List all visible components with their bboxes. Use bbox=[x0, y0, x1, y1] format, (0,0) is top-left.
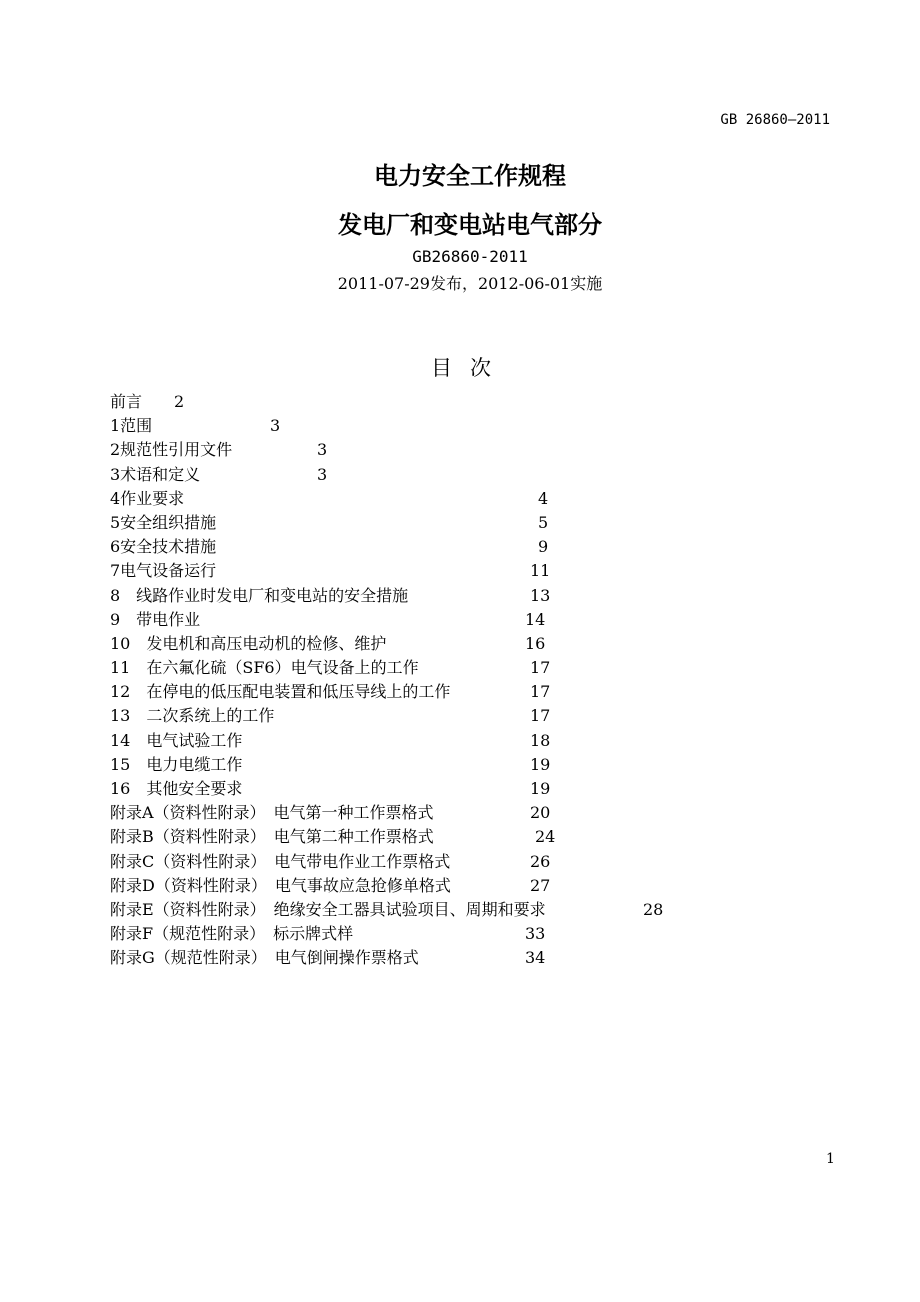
toc-entry-page: 3 bbox=[270, 416, 281, 436]
toc-entry-label: 10 发电机和高压电动机的检修、维护 bbox=[110, 633, 387, 653]
toc-entry-label: 15 电力电缆工作 bbox=[110, 754, 243, 774]
toc-entry-label: 13 二次系统上的工作 bbox=[110, 706, 275, 726]
publish-dates: 2011-07-29发布，2012-06-01实施 bbox=[337, 274, 603, 293]
toc-entry-label: 附录B（资料性附录） 电气第二种工作票格式 bbox=[110, 827, 434, 847]
toc-entry[interactable] bbox=[110, 850, 670, 874]
toc-entry-page: 9 bbox=[538, 537, 549, 557]
toc-entry[interactable] bbox=[110, 463, 670, 487]
toc-entry-page: 24 bbox=[535, 827, 556, 847]
toc-entry[interactable] bbox=[110, 946, 670, 970]
toc-entry-label: 附录F（规范性附录） 标示牌式样 bbox=[110, 924, 354, 944]
toc-entry-page: 18 bbox=[530, 730, 551, 750]
toc-entry[interactable] bbox=[110, 680, 670, 704]
toc-entry-page: 11 bbox=[530, 561, 551, 581]
toc-entry[interactable] bbox=[110, 390, 670, 414]
toc-entry[interactable] bbox=[110, 874, 670, 898]
toc-entry-page: 34 bbox=[525, 948, 546, 968]
toc-entry-label: 6安全技术措施 bbox=[110, 537, 217, 557]
toc-entry-label: 14 电气试验工作 bbox=[110, 730, 243, 750]
toc-entry-label: 附录E（资料性附录） 绝缘安全工器具试验项目、周期和要求 bbox=[110, 899, 546, 919]
toc-entry-label: 前言 bbox=[110, 392, 143, 411]
toc-entry-page: 19 bbox=[530, 779, 551, 798]
toc-entry[interactable] bbox=[110, 535, 670, 559]
toc-entry-page: 3 bbox=[317, 440, 328, 460]
toc-entry-label: 8 线路作业时发电厂和变电站的安全措施 bbox=[110, 585, 409, 605]
toc-entry[interactable] bbox=[110, 608, 670, 632]
toc-entry[interactable] bbox=[110, 487, 670, 511]
toc-entry-label: 12 在停电的低压配电装置和低压导线上的工作 bbox=[110, 682, 451, 702]
toc-entry-label: 附录D（资料性附录） 电气事故应急抢修单格式 bbox=[110, 875, 451, 895]
toc-entry-label: 16 其他安全要求 bbox=[110, 779, 243, 798]
toc-entry-page: 17 bbox=[530, 658, 551, 678]
toc-entry[interactable] bbox=[110, 632, 670, 656]
toc-entry[interactable] bbox=[110, 898, 670, 922]
toc-entry-page: 2 bbox=[174, 392, 185, 411]
toc-entry-page: 19 bbox=[530, 754, 551, 774]
toc-entry-label: 11 在六氟化硫（SF6）电气设备上的工作 bbox=[110, 658, 419, 678]
toc-entry[interactable] bbox=[110, 801, 670, 825]
toc-entry[interactable] bbox=[110, 753, 670, 777]
toc-entry-page: 4 bbox=[538, 488, 549, 508]
toc-entry[interactable] bbox=[110, 777, 670, 801]
toc-entry-page: 26 bbox=[530, 851, 551, 871]
toc-entry[interactable] bbox=[110, 414, 670, 438]
toc-entry-label: 附录A（资料性附录） 电气第一种工作票格式 bbox=[110, 803, 434, 823]
toc-entry[interactable] bbox=[110, 511, 670, 535]
toc-entry-label: 5安全组织措施 bbox=[110, 512, 217, 532]
toc-entry-page: 3 bbox=[317, 464, 328, 484]
toc-heading: 目次 bbox=[431, 356, 509, 380]
table-of-contents bbox=[110, 390, 670, 971]
toc-entry-label: 2规范性引用文件 bbox=[110, 440, 233, 460]
toc-entry[interactable] bbox=[110, 704, 670, 728]
toc-entry[interactable] bbox=[110, 825, 670, 849]
toc-entry-page: 33 bbox=[525, 924, 546, 944]
toc-entry-page: 16 bbox=[525, 633, 546, 653]
toc-entry-page: 13 bbox=[530, 585, 551, 605]
toc-entry-page: 17 bbox=[530, 706, 551, 726]
standard-code: GB 26860—2011 bbox=[720, 112, 830, 128]
toc-entry-page: 5 bbox=[538, 512, 549, 532]
toc-entry[interactable] bbox=[110, 729, 670, 753]
document-title: 电力安全工作规程 bbox=[374, 162, 566, 190]
toc-entry-label: 3术语和定义 bbox=[110, 464, 201, 484]
toc-entry-page: 28 bbox=[643, 899, 664, 919]
toc-entry-label: 附录C（资料性附录） 电气带电作业工作票格式 bbox=[110, 851, 451, 871]
toc-entry-label: 4作业要求 bbox=[110, 488, 185, 508]
page-number: 1 bbox=[826, 1151, 835, 1167]
toc-entry-page: 27 bbox=[530, 875, 551, 895]
toc-entry[interactable] bbox=[110, 922, 670, 946]
toc-entry-label: 9 带电作业 bbox=[110, 609, 201, 629]
standard-number: GB26860-2011 bbox=[412, 247, 528, 266]
toc-entry-page: 14 bbox=[525, 609, 546, 629]
toc-entry[interactable] bbox=[110, 438, 670, 462]
document-subtitle: 发电厂和变电站电气部分 bbox=[338, 211, 602, 239]
toc-entry[interactable] bbox=[110, 656, 670, 680]
toc-entry[interactable] bbox=[110, 584, 670, 608]
toc-entry-label: 1范围 bbox=[110, 416, 153, 436]
toc-entry-label: 附录G（规范性附录） 电气倒闸操作票格式 bbox=[110, 948, 419, 968]
toc-entry[interactable] bbox=[110, 559, 670, 583]
toc-entry-page: 20 bbox=[530, 803, 551, 823]
toc-entry-label: 7电气设备运行 bbox=[110, 561, 217, 581]
toc-entry-page: 17 bbox=[530, 682, 551, 702]
